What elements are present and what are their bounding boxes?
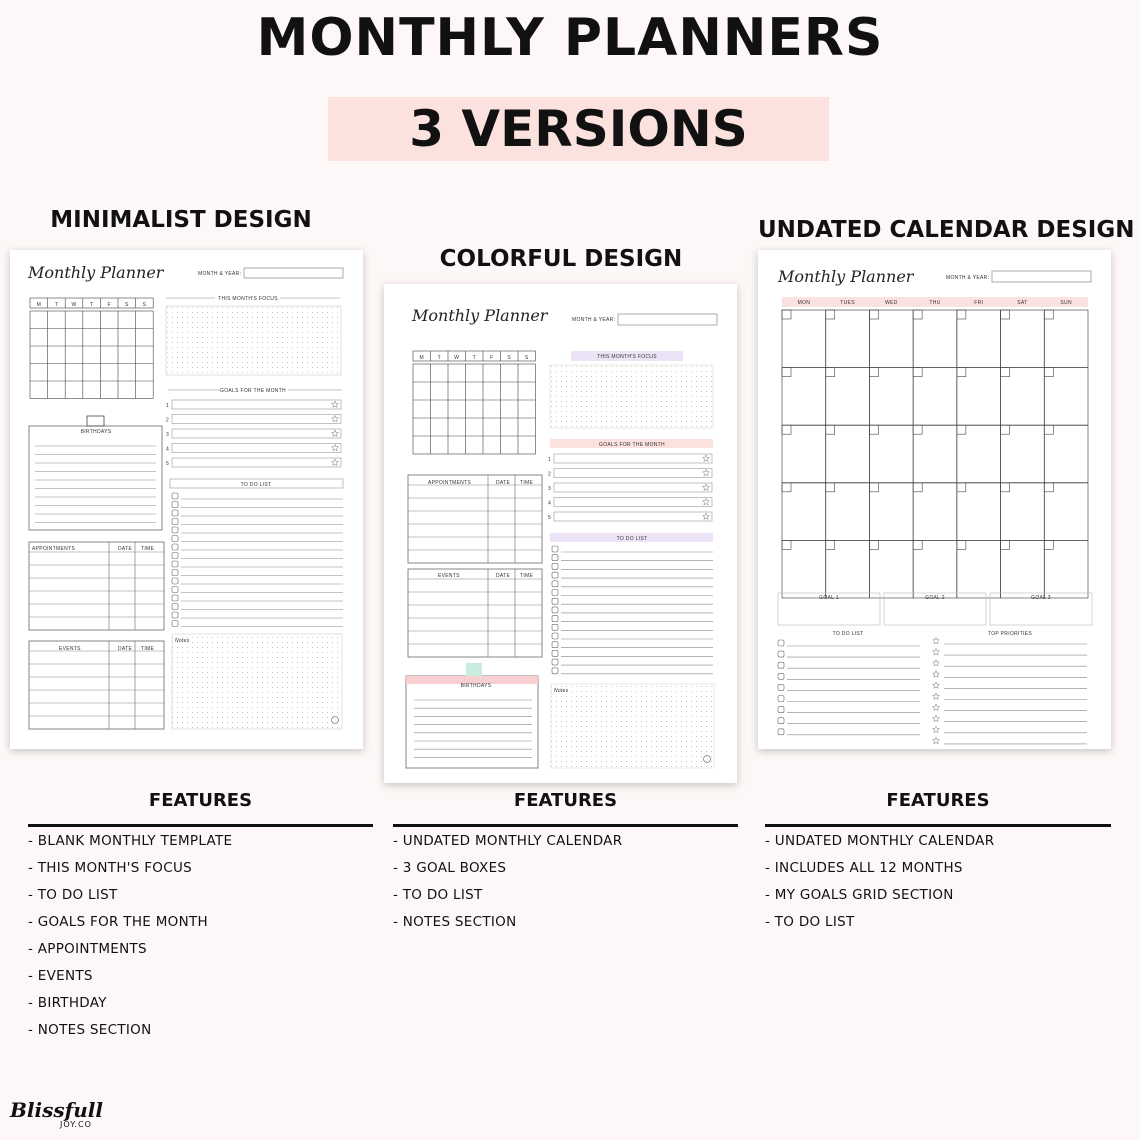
checkbox-icon: [172, 527, 178, 533]
features-list-colorful: [393, 828, 622, 936]
month-year-label: MONTH & YEAR:: [198, 271, 242, 277]
features-heading-1: FEATURES: [148, 790, 253, 811]
weekday-letter: T: [472, 355, 476, 361]
goal-star-icon: [332, 430, 339, 437]
brand-logo: Blissfull: [10, 1098, 103, 1122]
checkbox-icon: [778, 684, 784, 690]
checkbox-icon: [552, 642, 558, 648]
month-year-field: [618, 314, 717, 325]
svg-text:Notes: Notes: [554, 688, 569, 694]
mini-calendar: [413, 351, 536, 454]
goal-box-label: GOAL 2: [925, 595, 945, 601]
goal-star-icon: [332, 444, 339, 451]
priorities-label: TOP PRIORITIES: [987, 631, 1033, 637]
checkbox-icon: [172, 553, 178, 559]
weekday-letter: W: [454, 355, 460, 361]
feature-item: - TO DO LIST: [393, 887, 483, 903]
weekday-label: THU: [929, 300, 941, 306]
checkbox-icon: [172, 621, 178, 627]
features-divider-2: [393, 824, 738, 827]
svg-text:EVENTS: EVENTS: [59, 646, 81, 652]
checkbox-icon: [172, 502, 178, 508]
checkbox-icon: [172, 612, 178, 618]
goal-star-icon: [703, 455, 710, 462]
goal-star-icon: [703, 498, 710, 505]
checkbox-icon: [172, 570, 178, 576]
birthdays-box: [406, 663, 538, 768]
colorful-design-title: COLORFUL DESIGN: [439, 246, 683, 272]
checkbox-icon: [172, 578, 178, 584]
weekday-letter: S: [524, 355, 529, 361]
priority-star-icon: [933, 649, 940, 656]
priority-star-icon: [933, 693, 940, 700]
checkbox-icon: [172, 604, 178, 610]
month-year-field: [992, 271, 1091, 282]
month-year-label: MONTH & YEAR:: [946, 275, 990, 281]
checkbox-icon: [552, 607, 558, 613]
feature-item: - BLANK MONTHLY TEMPLATE: [28, 833, 233, 849]
brand-logo-sub: JOY.CO: [60, 1120, 92, 1129]
todo-label: TO DO LIST: [240, 482, 272, 488]
features-heading-2: FEATURES: [513, 790, 618, 811]
svg-text:TIME: TIME: [520, 573, 534, 579]
checkbox-icon: [552, 668, 558, 674]
svg-text:TIME: TIME: [141, 646, 155, 652]
checkbox-icon: [172, 561, 178, 567]
priority-star-icon: [933, 726, 940, 733]
feature-item: - GOALS FOR THE MONTH: [28, 914, 208, 930]
feature-item: - EVENTS: [28, 968, 93, 984]
checkbox-icon: [778, 718, 784, 724]
checkbox-icon: [172, 544, 178, 550]
minimalist-design-title: MINIMALIST DESIGN: [50, 207, 312, 233]
notes-box: [551, 684, 714, 768]
colorful-planner-page: [384, 284, 737, 783]
checkbox-icon: [172, 536, 178, 542]
focus-dot-grid: [166, 306, 341, 375]
svg-text:Notes: Notes: [175, 638, 190, 644]
birthdays-box: [29, 416, 162, 530]
checkbox-icon: [778, 707, 784, 713]
month-year-field: [244, 268, 343, 278]
weekday-letter: S: [124, 302, 129, 308]
priority-star-icon: [933, 671, 940, 678]
svg-text:APPOINTMENTS: APPOINTMENTS: [428, 480, 472, 486]
feature-item: - UNDATED MONTHLY CALENDAR: [765, 833, 995, 849]
feature-item: - INCLUDES ALL 12 MONTHS: [765, 860, 963, 876]
feature-item: - NOTES SECTION: [28, 1022, 152, 1038]
planner-script-title: Monthly Planner: [412, 306, 548, 325]
checkbox-icon: [778, 696, 784, 702]
svg-text:TIME: TIME: [141, 546, 155, 552]
goals-list: [166, 400, 341, 467]
priority-star-icon: [933, 737, 940, 744]
checkbox-icon: [172, 519, 178, 525]
todo-label: TO DO LIST: [616, 536, 648, 542]
goals-label: GOALS FOR THE MONTH: [220, 388, 286, 394]
checkbox-icon: [552, 590, 558, 596]
goal-number: 2: [166, 417, 170, 424]
weekday-letter: M: [36, 302, 42, 308]
goal-number: 4: [548, 500, 552, 507]
events-table: [408, 569, 542, 657]
svg-text:DATE: DATE: [496, 480, 511, 486]
features-list-minimalist: [28, 828, 232, 1044]
feature-item: - APPOINTMENTS: [28, 941, 147, 957]
weekday-letter: F: [107, 302, 111, 308]
priority-star-icon: [933, 682, 940, 689]
goal-number: 4: [166, 446, 170, 453]
weekday-letter: F: [490, 355, 494, 361]
svg-text:DATE: DATE: [496, 573, 511, 579]
checkbox-icon: [552, 633, 558, 639]
weekday-label: WED: [884, 300, 898, 306]
checkbox-icon: [552, 555, 558, 561]
undated-planner-page: [758, 250, 1111, 749]
todo-label: TO DO LIST: [832, 631, 864, 637]
goal-star-icon: [332, 401, 339, 408]
features-heading-3: FEATURES: [886, 790, 990, 811]
checkbox-icon: [552, 650, 558, 656]
svg-text:APPOINTMENTS: APPOINTMENTS: [32, 546, 76, 552]
mini-calendar: [30, 298, 153, 399]
goal-star-icon: [332, 459, 339, 466]
goal-boxes: [778, 593, 1092, 625]
feature-item: - TO DO LIST: [28, 887, 118, 903]
checkbox-icon: [552, 659, 558, 665]
events-table: [29, 641, 164, 729]
birthdays-label: BIRTHDAYS: [460, 683, 492, 689]
todo-list: [552, 546, 713, 674]
feature-item: - 3 GOAL BOXES: [393, 860, 507, 876]
priority-star-icon: [933, 660, 940, 667]
planner-script-title: Monthly Planner: [28, 263, 164, 282]
feature-item: - MY GOALS GRID SECTION: [765, 887, 954, 903]
minimalist-planner-page: [10, 250, 363, 749]
weekday-letter: S: [142, 302, 147, 308]
svg-text:DATE: DATE: [118, 546, 133, 552]
checkbox-icon: [552, 563, 558, 569]
focus-label: THIS MONTH'S FOCUS: [597, 354, 657, 360]
appointments-table: [29, 542, 164, 630]
todo-list: [172, 493, 343, 627]
svg-text:EVENTS: EVENTS: [438, 573, 460, 579]
checkbox-icon: [778, 662, 784, 668]
weekday-letter: M: [419, 355, 424, 361]
checkbox-icon: [778, 729, 784, 735]
feature-item: - THIS MONTH'S FOCUS: [28, 860, 193, 876]
goals-list: [548, 454, 712, 521]
features-divider-3: [765, 824, 1111, 827]
checkbox-icon: [778, 673, 784, 679]
weekday-label: MON: [797, 300, 811, 306]
checkbox-icon: [552, 598, 558, 604]
checkbox-icon: [172, 493, 178, 499]
weekday-letter: S: [507, 355, 512, 361]
month-year-label: MONTH & YEAR:: [572, 317, 616, 323]
planner-script-title: Monthly Planner: [778, 267, 914, 286]
checkbox-icon: [778, 651, 784, 657]
features-list-undated: [765, 828, 994, 936]
goal-number: 1: [166, 403, 170, 409]
page-subtitle: 3 VERSIONS: [409, 100, 748, 158]
weekday-letter: W: [71, 302, 77, 308]
undated-design-title: UNDATED CALENDAR DESIGN: [758, 217, 1135, 243]
goal-number: 3: [166, 432, 170, 438]
weekday-letter: T: [54, 302, 59, 308]
monthly-calendar-grid: [782, 310, 1088, 598]
checkbox-icon: [172, 510, 178, 516]
todo-list: [778, 640, 920, 735]
goal-star-icon: [703, 469, 710, 476]
focus-dot-grid: [550, 365, 713, 428]
checkbox-icon: [778, 640, 784, 646]
weekday-label: FRI: [974, 300, 984, 306]
page-title: MONTHLY PLANNERS: [256, 8, 884, 68]
feature-item: - TO DO LIST: [765, 914, 855, 930]
goal-star-icon: [703, 513, 710, 520]
focus-label: THIS MONTH'S FOCUS: [218, 296, 278, 302]
goal-number: 2: [548, 471, 552, 478]
goal-number: 1: [548, 457, 552, 463]
goal-number: 5: [548, 515, 552, 521]
svg-text:TIME: TIME: [520, 480, 534, 486]
goal-star-icon: [703, 484, 710, 491]
goal-number: 5: [166, 461, 170, 467]
priority-star-icon: [933, 637, 940, 644]
goal-box-label: GOAL 3: [1031, 595, 1051, 601]
svg-text:DATE: DATE: [118, 646, 133, 652]
weekday-label: TUES: [840, 300, 855, 306]
feature-item: - UNDATED MONTHLY CALENDAR: [393, 833, 623, 849]
goals-label: GOALS FOR THE MONTH: [599, 442, 665, 448]
goal-box-label: GOAL 1: [819, 595, 839, 601]
birthdays-label: BIRTHDAYS: [80, 429, 112, 435]
checkbox-icon: [172, 587, 178, 593]
weekday-label: SAT: [1017, 300, 1028, 306]
notes-box: [172, 634, 342, 729]
checkbox-icon: [552, 624, 558, 630]
weekday-label: SUN: [1060, 300, 1072, 306]
priorities-list: [933, 637, 1087, 744]
goal-number: 3: [548, 486, 552, 492]
feature-item: - NOTES SECTION: [393, 914, 517, 930]
goal-star-icon: [332, 415, 339, 422]
weekday-letter: T: [437, 355, 441, 361]
feature-item: - BIRTHDAY: [28, 995, 107, 1011]
priority-star-icon: [933, 704, 940, 711]
features-divider-1: [28, 824, 373, 827]
checkbox-icon: [172, 595, 178, 601]
appointments-table: [408, 475, 542, 563]
checkbox-icon: [552, 581, 558, 587]
weekday-letter: T: [89, 302, 94, 308]
checkbox-icon: [552, 616, 558, 622]
checkbox-icon: [552, 572, 558, 578]
checkbox-icon: [552, 546, 558, 552]
priority-star-icon: [933, 715, 940, 722]
